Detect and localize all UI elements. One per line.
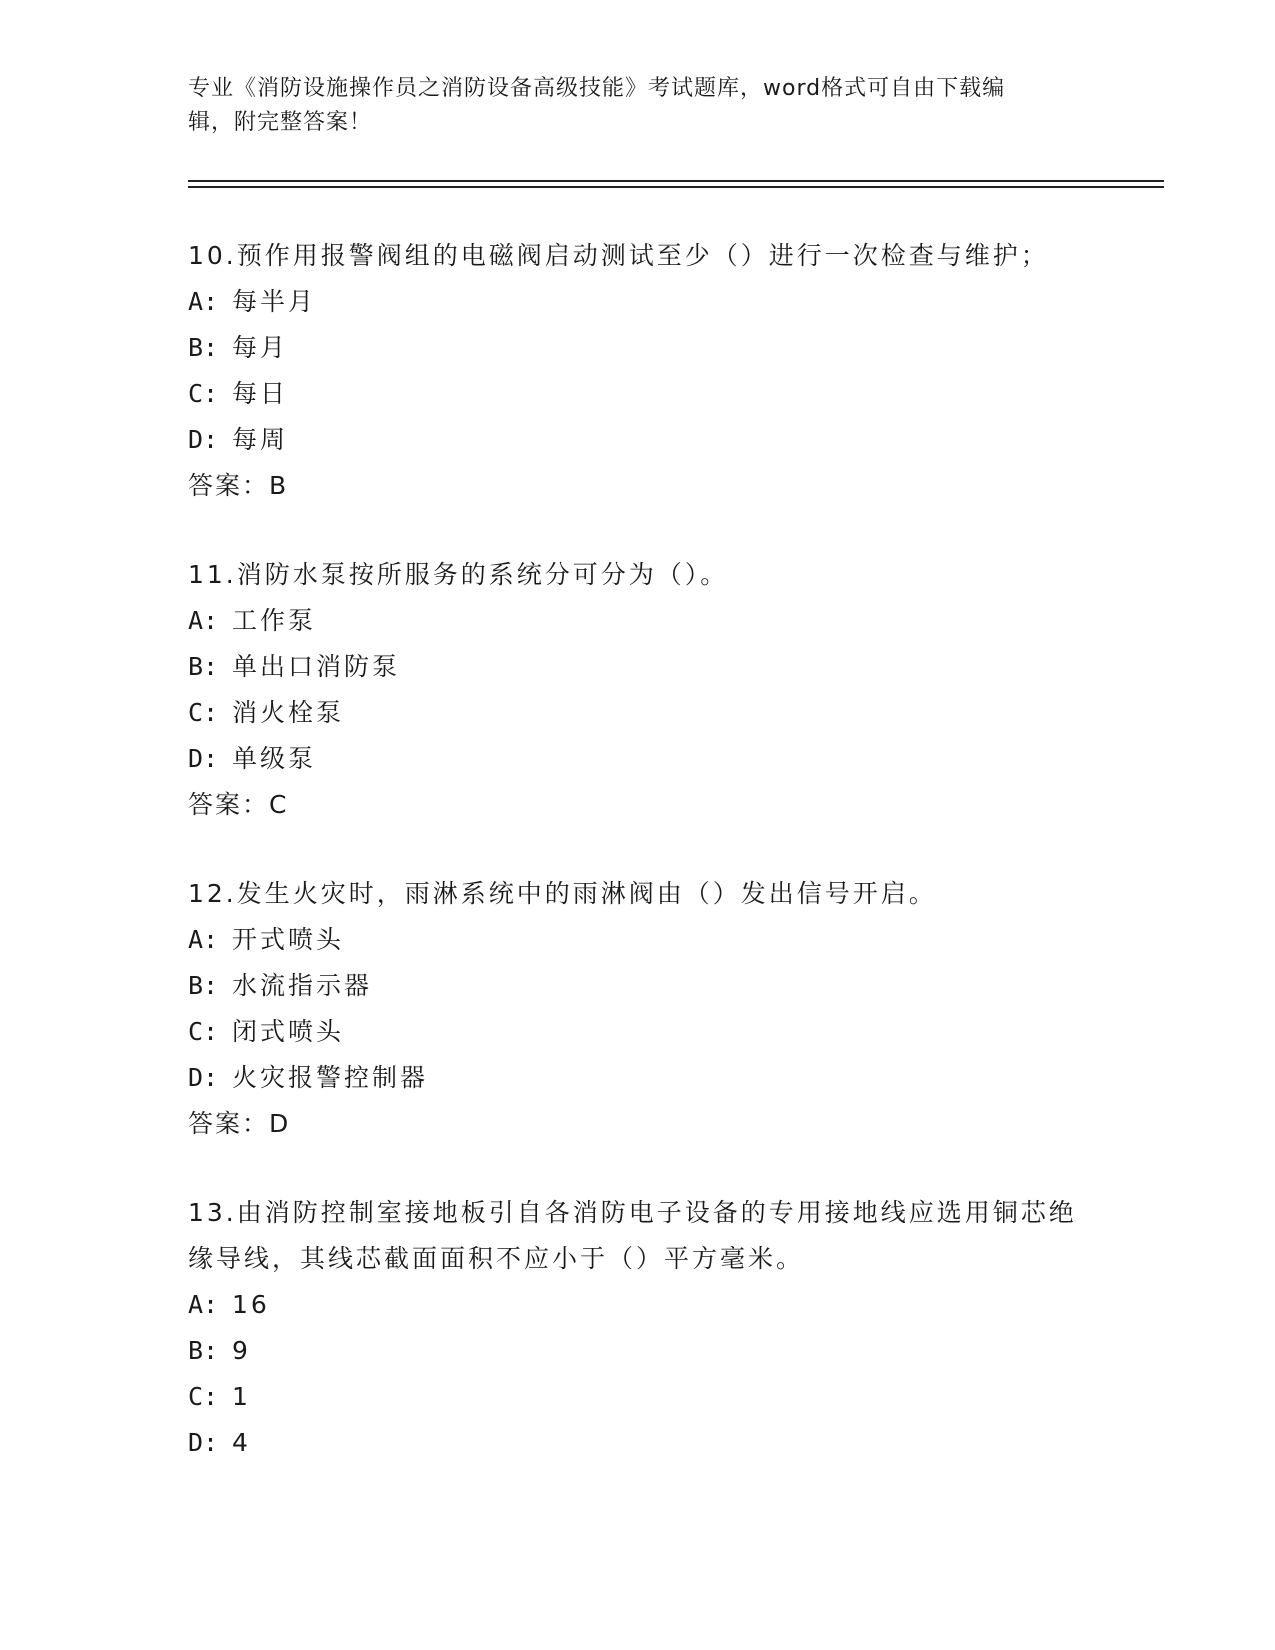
option-letter: D: xyxy=(188,1063,219,1092)
option-letter: B: xyxy=(188,652,219,681)
question-text: 13.由消防控制室接地板引自各消防电子设备的专用接地线应选用铜芯绝缘导线，其线芯截面面积不应小于（）平方毫米。 xyxy=(188,1198,1077,1273)
option-d xyxy=(188,1055,1088,1101)
question-text: 10.预作用报警阀组的电磁阀启动测试至少（）进行一次检查与维护； xyxy=(188,241,1049,270)
option-c xyxy=(188,371,1088,417)
answer-value: C xyxy=(269,790,287,819)
option-b xyxy=(188,963,1088,1009)
option-text: 工作泵 xyxy=(232,606,317,635)
option-letter: C: xyxy=(188,379,219,408)
question-11 xyxy=(188,552,1088,828)
option-letter: C: xyxy=(188,1382,219,1411)
question-text: 11.消防水泵按所服务的系统分可分为（）。 xyxy=(188,560,729,589)
option-letter: A: xyxy=(188,606,219,635)
option-b xyxy=(188,1328,1088,1374)
option-text: 单出口消防泵 xyxy=(232,652,401,681)
answer xyxy=(188,1101,1088,1147)
option-text: 闭式喷头 xyxy=(232,1017,345,1046)
option-d xyxy=(188,1420,1088,1466)
option-letter: B: xyxy=(188,1336,219,1365)
answer-label: 答案： xyxy=(188,471,270,500)
option-text: 火灾报警控制器 xyxy=(232,1063,429,1092)
option-letter: B: xyxy=(188,333,219,362)
option-c xyxy=(188,1374,1088,1420)
option-c xyxy=(188,1009,1088,1055)
question-text: 12.发生火灾时，雨淋系统中的雨淋阀由（）发出信号开启。 xyxy=(188,879,937,908)
answer-value: D xyxy=(269,1109,289,1138)
question-13 xyxy=(188,1190,1088,1466)
option-text: 4 xyxy=(232,1428,251,1457)
option-d xyxy=(188,736,1088,782)
answer-label: 答案： xyxy=(188,1109,270,1138)
option-text: 消火栓泵 xyxy=(232,698,345,727)
answer-label: 答案： xyxy=(188,790,270,819)
option-c xyxy=(188,690,1088,736)
option-letter: D: xyxy=(188,744,219,773)
question-10 xyxy=(188,233,1088,509)
option-text: 每日 xyxy=(232,379,289,408)
document-header xyxy=(188,72,1088,140)
option-a xyxy=(188,279,1088,325)
header-divider-top xyxy=(188,180,1164,182)
option-text: 水流指示器 xyxy=(232,971,373,1000)
option-letter: A: xyxy=(188,287,219,316)
option-d xyxy=(188,417,1088,463)
option-letter: C: xyxy=(188,698,219,727)
option-letter: B: xyxy=(188,971,219,1000)
option-letter: A: xyxy=(188,1290,219,1319)
option-b xyxy=(188,325,1088,371)
option-letter: C: xyxy=(188,1017,219,1046)
option-a xyxy=(188,917,1088,963)
answer-value: B xyxy=(269,471,287,500)
option-letter: A: xyxy=(188,925,219,954)
answer xyxy=(188,782,1088,828)
option-text: 1 xyxy=(232,1382,251,1411)
option-a xyxy=(188,1282,1088,1328)
header-line-1: 专业《消防设施操作员之消防设备高级技能》考试题库，word格式可自由下载编 xyxy=(188,76,1006,101)
question-12 xyxy=(188,871,1088,1147)
option-a xyxy=(188,598,1088,644)
option-text: 开式喷头 xyxy=(232,925,345,954)
option-text: 每周 xyxy=(232,425,289,454)
option-text: 单级泵 xyxy=(232,744,317,773)
option-text: 16 xyxy=(232,1290,270,1319)
header-line-2: 辑，附完整答案！ xyxy=(188,110,373,135)
option-b xyxy=(188,644,1088,690)
option-letter: D: xyxy=(188,425,219,454)
header-divider-bottom xyxy=(188,186,1164,188)
option-text: 每半月 xyxy=(232,287,317,316)
option-text: 9 xyxy=(232,1336,251,1365)
answer xyxy=(188,463,1088,509)
option-letter: D: xyxy=(188,1428,219,1457)
option-text: 每月 xyxy=(232,333,289,362)
